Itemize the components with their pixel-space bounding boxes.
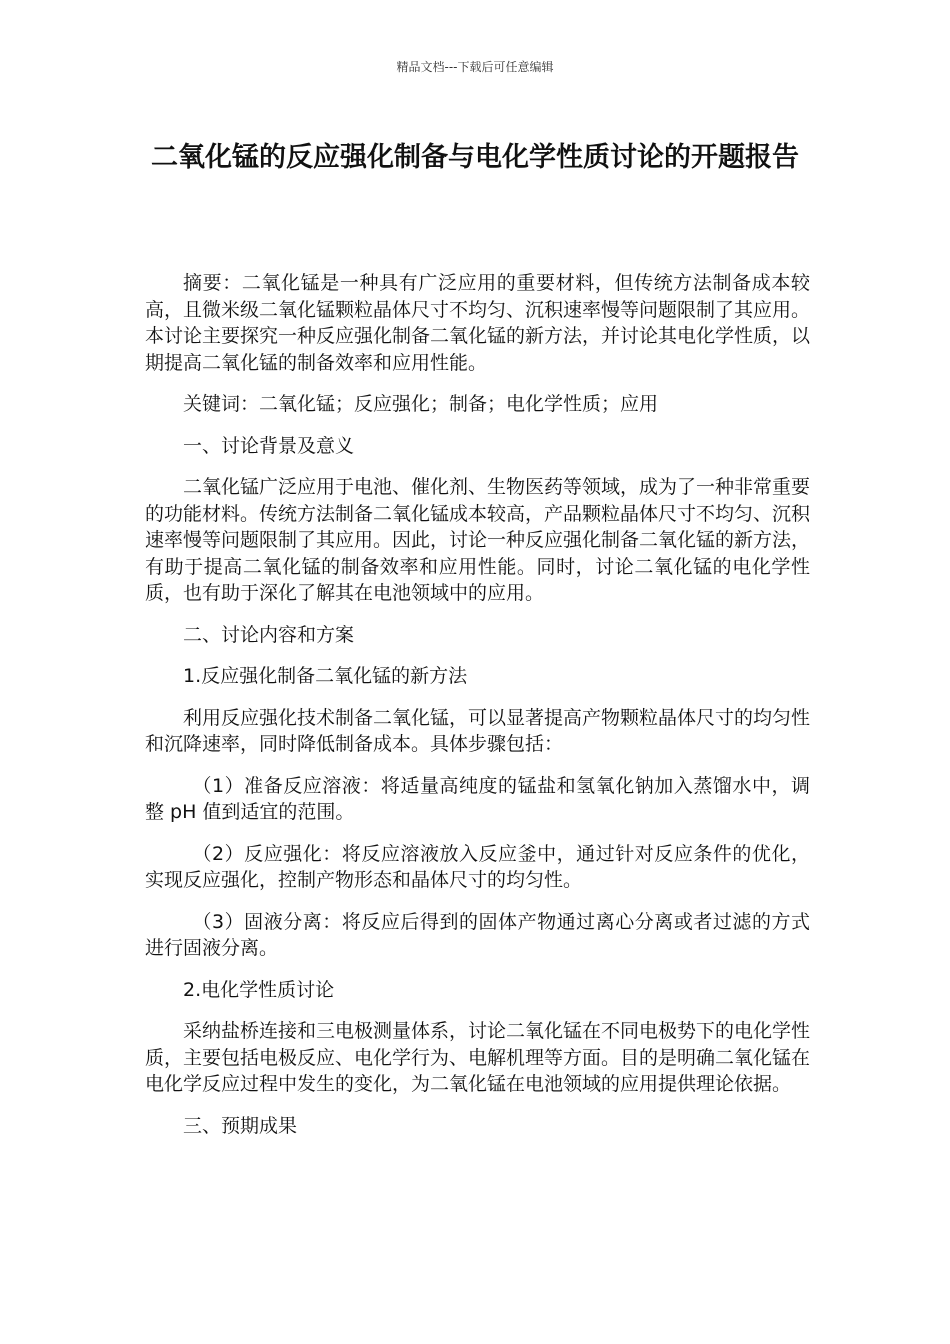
section-heading-outcomes: 三、预期成果 — [183, 1114, 298, 1137]
subsection-heading-electrochemistry: 2.电化学性质讨论 — [183, 978, 335, 1001]
background-paragraph: 二氧化锰广泛应用于电池、催化剂、生物医药等领域，成为了一种非常重要的功能材料。传统方法制备二氧化锰成本较高，产品颗粒晶体尺寸不均匀、沉积速率慢等问题限制了其应用。因此，讨论一种反应强化制备二氧化锰的新方法，有助于提高二氧化锰的制备效率和应用性能。同时，讨论二氧化锰的电化学性质，也有助于深化了解其在电池领域中的应用。 — [145, 476, 811, 604]
method-paragraph: 利用反应强化技术制备二氧化锰，可以显著提高产物颗粒晶体尺寸的均匀性和沉降速率，同时降低制备成本。具体步骤包括： — [145, 706, 811, 755]
keywords-line: 关键词：二氧化锰；反应强化；制备；电化学性质；应用 — [183, 393, 659, 415]
document-title: 二氧化锰的反应强化制备与电化学性质讨论的开题报告 — [151, 142, 799, 173]
section-heading-background: 一、讨论背景及意义 — [183, 434, 355, 457]
electrochemistry-paragraph: 采纳盐桥连接和三电极测量体系，讨论二氧化锰在不同电极势下的电化学性质，主要包括电极反应、电化学行为、电解机理等方面。目的是明确二氧化锰在电化学反应过程中发生的变化，为二氧化锰在电池领域的应用提供理论依据。 — [145, 1020, 811, 1095]
header-note: 精品文档---下载后可任意编辑 — [396, 60, 554, 74]
abstract-paragraph: 摘要：二氧化锰是一种具有广泛应用的重要材料，但传统方法制备成本较高，且微米级二氧化锰颗粒晶体尺寸不均匀、沉积速率慢等问题限制了其应用。本讨论主要探究一种反应强化制备二氧化锰的新方法，并讨论其电化学性质，以期提高二氧化锰的制备效率和应用性能。 — [145, 272, 811, 374]
subsection-heading-method: 1.反应强化制备二氧化锰的新方法 — [183, 665, 468, 687]
step-1-paragraph: （1）准备反应溶液：将适量高纯度的锰盐和氢氧化钠加入蒸馏水中，调整 pH 值到适宜的范围。 — [145, 774, 810, 823]
section-heading-content: 二、讨论内容和方案 — [183, 623, 355, 646]
step-3-paragraph: （3）固液分离：将反应后得到的固体产物通过离心分离或者过滤的方式进行固液分离。 — [145, 910, 810, 959]
step-2-paragraph: （2）反应强化：将反应溶液放入反应釜中，通过针对反应条件的优化，实现反应强化，控制产物形态和晶体尺寸的均匀性。 — [145, 842, 810, 891]
document-body — [145, 270, 810, 1154]
